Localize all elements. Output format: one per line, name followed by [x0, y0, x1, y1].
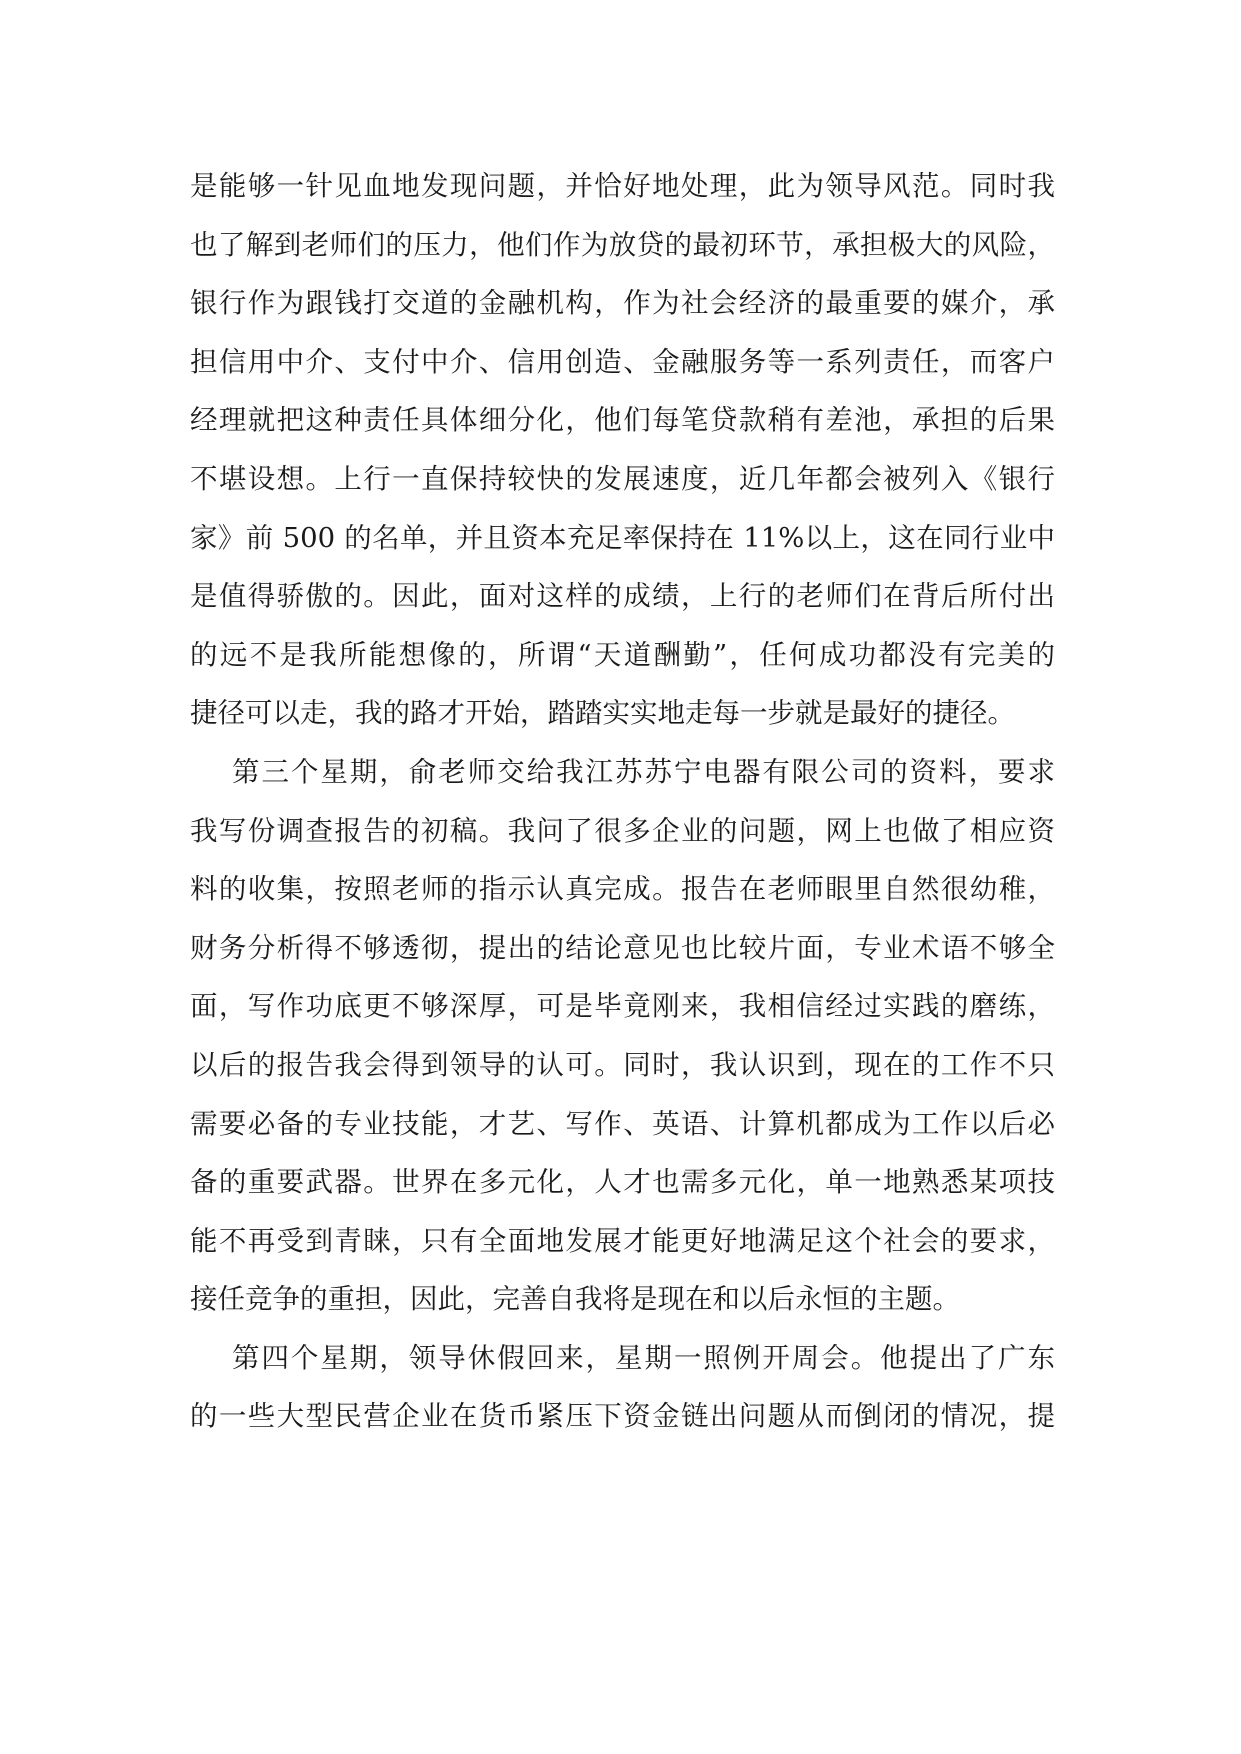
text-line: 备的重要武器。世界在多元化，人才也需多元化，单一地熟悉某项技 — [190, 1166, 1055, 1199]
text-line: 接任竞争的重担，因此，完善自我将是现在和以后永恒的主题。 — [190, 1283, 960, 1316]
text-line: 是值得骄傲的。因此，面对这样的成绩，上行的老师们在背后所付出 — [190, 580, 1055, 613]
text-line: 料的收集，按照老师的指示认真完成。报告在老师眼里自然很幼稚， — [190, 873, 1055, 906]
text-line: 家》前 500 的名单，并且资本充足率保持在 11%以上，这在同行业中 — [190, 521, 1055, 554]
text-line: 能不再受到青睐，只有全面地发展才能更好地满足这个社会的要求， — [190, 1224, 1055, 1257]
text-line: 的一些大型民营企业在货币紧压下资金链出问题从而倒闭的情况，提 — [190, 1400, 1055, 1433]
text-line: 银行作为跟钱打交道的金融机构，作为社会经济的最重要的媒介，承 — [190, 287, 1055, 320]
text-line: 经理就把这种责任具体细分化，他们每笔贷款稍有差池，承担的后果 — [190, 404, 1055, 437]
text-line: 我写份调查报告的初稿。我问了很多企业的问题，网上也做了相应资 — [190, 814, 1055, 847]
text-line: 财务分析得不够透彻，提出的结论意见也比较片面，专业术语不够全 — [190, 931, 1055, 964]
text-line: 担信用中介、支付中介、信用创造、金融服务等一系列责任，而客户 — [190, 345, 1055, 378]
text-line: 是能够一针见血地发现问题，并恰好地处理，此为领导风范。同时我 — [190, 170, 1055, 202]
text-line: 第三个星期，俞老师交给我江苏苏宁电器有限公司的资料，要求 — [232, 755, 1055, 788]
text-line: 需要必备的专业技能，才艺、写作、英语、计算机都成为工作以后必 — [190, 1107, 1055, 1140]
text-line: 第四个星期，领导休假回来，星期一照例开周会。他提出了广东 — [232, 1341, 1055, 1374]
text-line: 的远不是我所能想像的，所谓“天道酬勤”，任何成功都没有完美的 — [190, 638, 1055, 671]
text-line: 以后的报告我会得到领导的认可。同时，我认识到，现在的工作不只 — [190, 1048, 1055, 1081]
text-line: 捷径可以走，我的路才开始，踏踏实实地走每一步就是最好的捷径。 — [190, 697, 1015, 730]
text-line: 也了解到老师们的压力，他们作为放贷的最初环节，承担极大的风险， — [190, 228, 1055, 261]
text-line: 不堪设想。上行一直保持较快的发展速度，近几年都会被列入《银行 — [190, 462, 1055, 495]
text-line: 面，写作功底更不够深厚，可是毕竟刚来，我相信经过实践的磨练， — [190, 990, 1055, 1023]
body-text — [190, 157, 1055, 1446]
